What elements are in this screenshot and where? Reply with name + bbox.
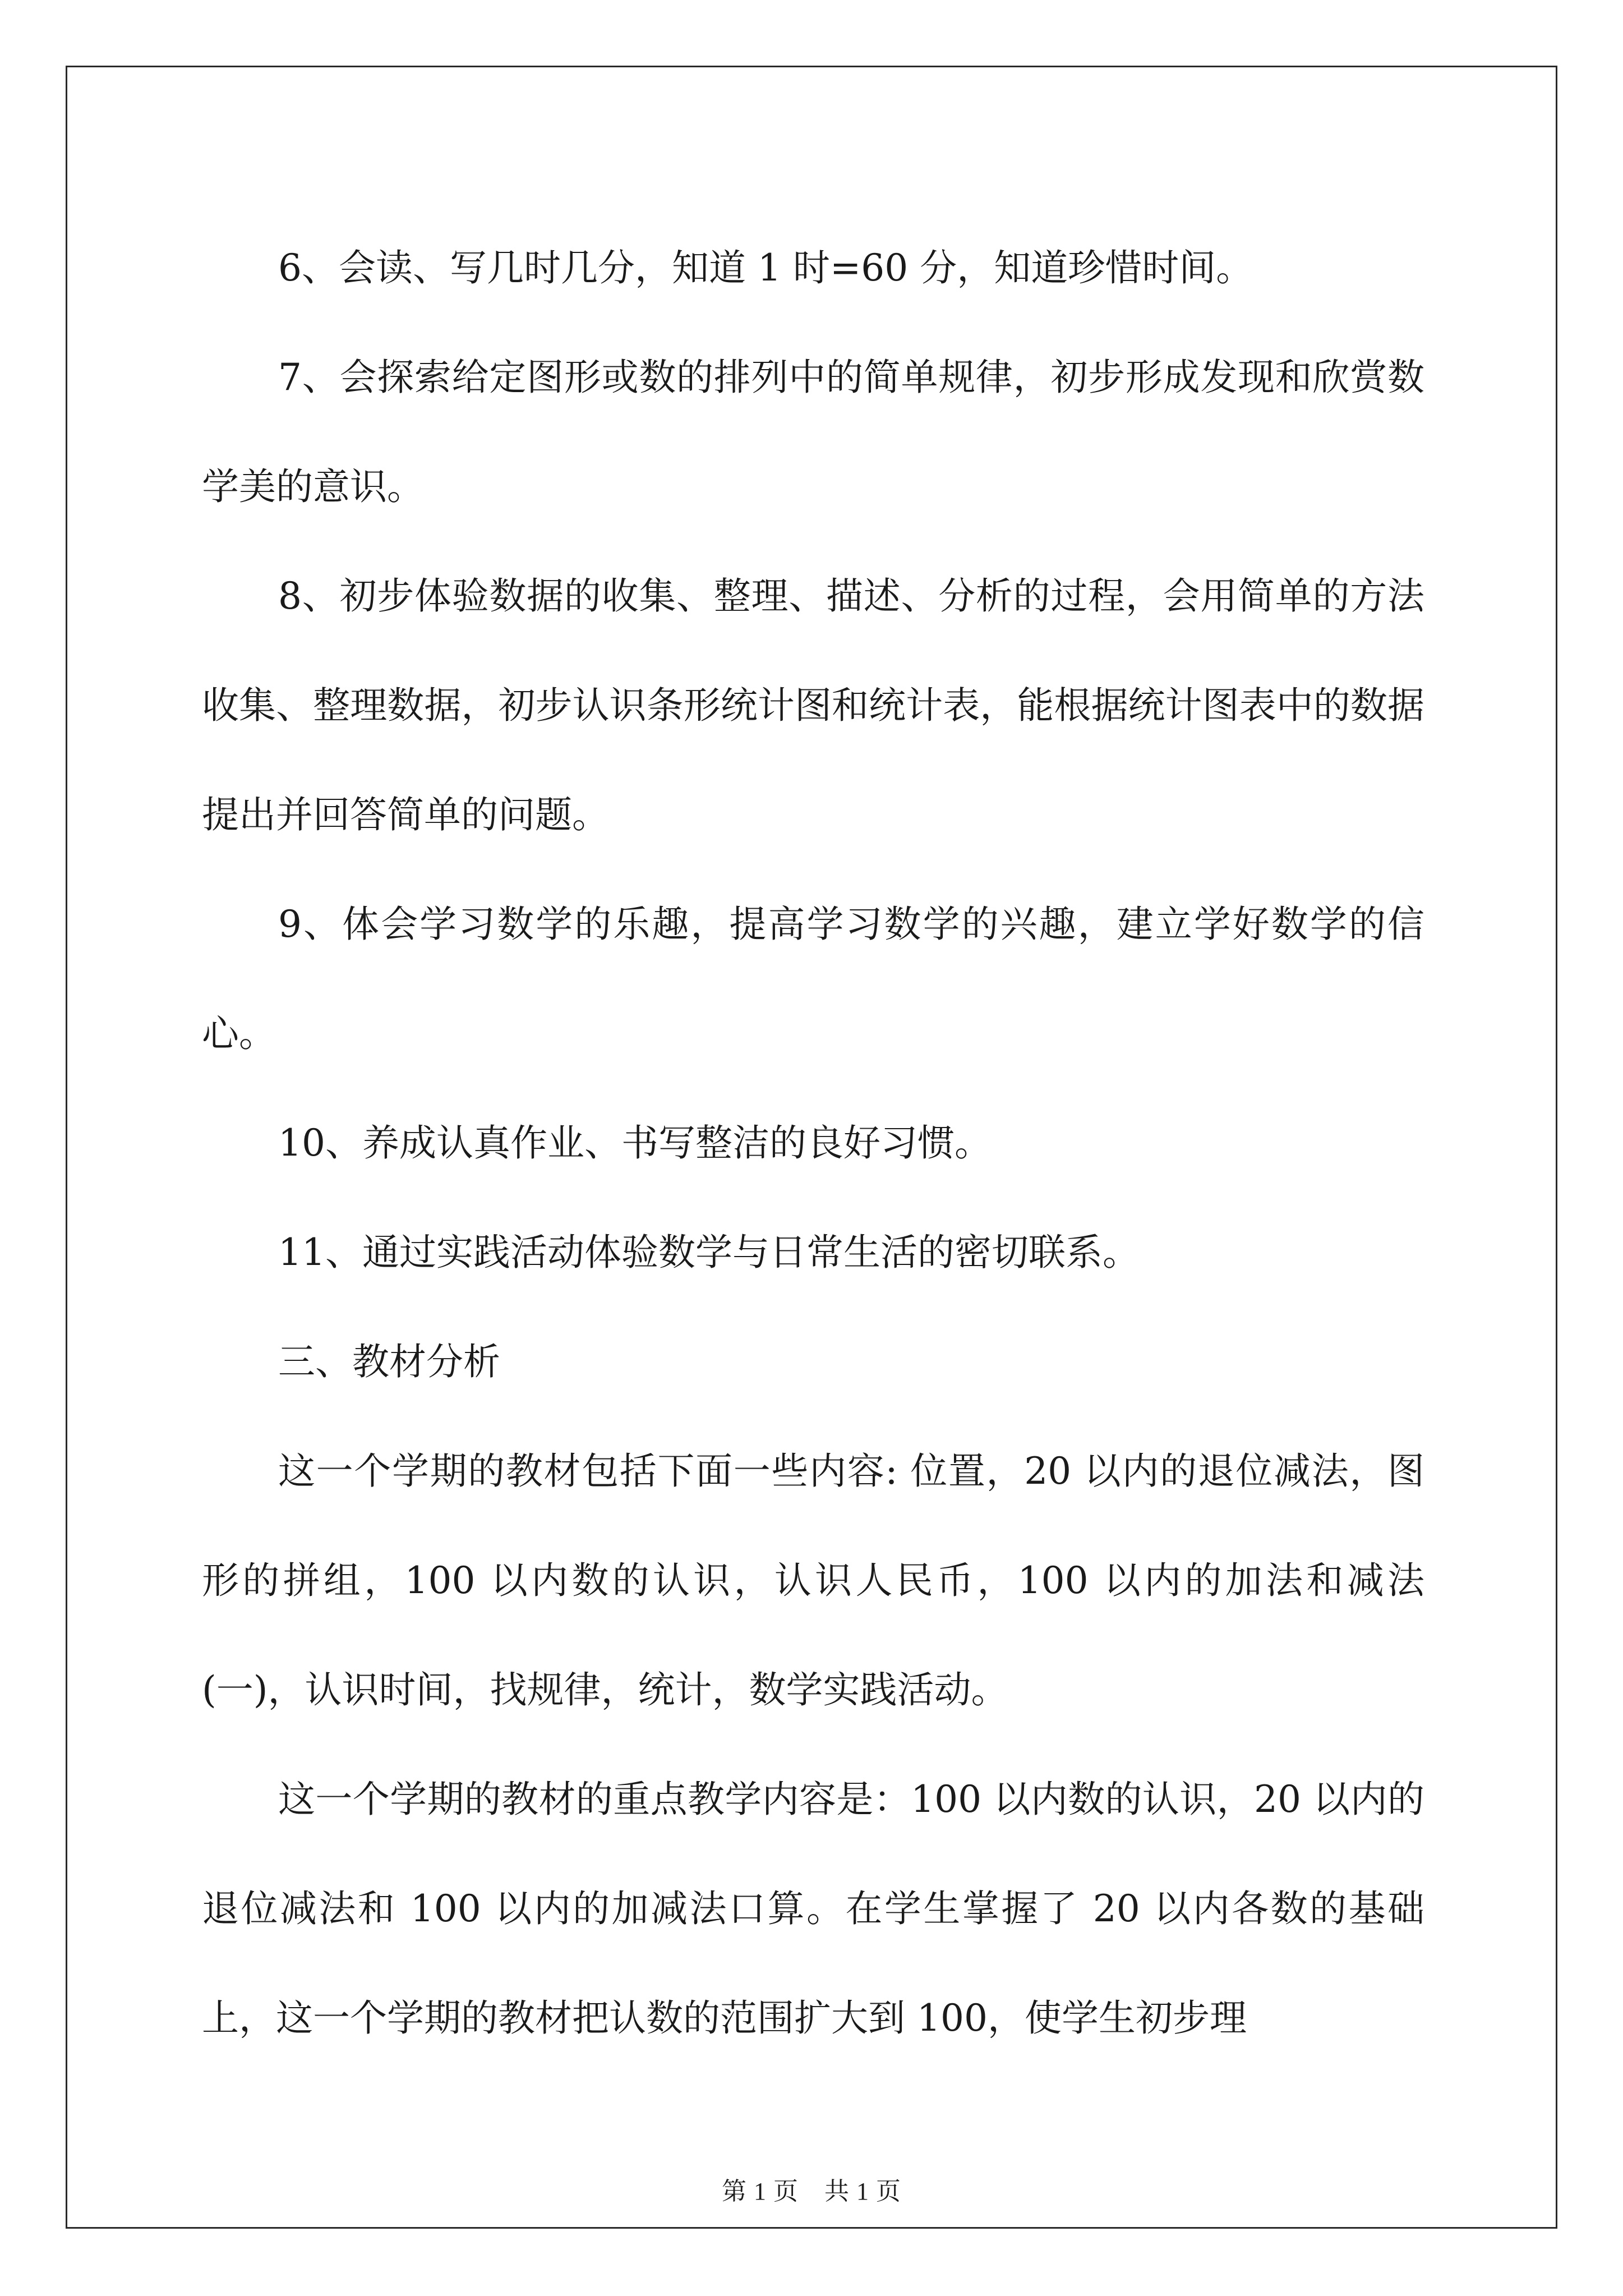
- page-footer: [0, 2171, 1623, 2207]
- paragraph-item-11: 11、通过实践活动体验数学与日常生活的密切联系。: [278, 1231, 1140, 1274]
- paragraph-key-content: 这一个学期的教材的重点教学内容是：100 以内数的认识，20 以内的退位减法和 100 以内的加减法口算。在学生掌握了 20 以内各数的基础上，这一个学期的教材把认数的范围扩大到 100，使学生初步理: [202, 1778, 1424, 2040]
- paragraph-item-7: 7、会探索给定图形或数的排列中的简单规律，初步形成发现和欣赏数学美的意识。: [202, 356, 1424, 508]
- paragraph-item-10: 10、养成认真作业、书写整洁的良好习惯。: [278, 1121, 992, 1165]
- page-number: 第 1 页: [722, 2178, 799, 2205]
- paragraph-item-8: 8、初步体验数据的收集、整理、描述、分析的过程，会用简单的方法收集、整理数据，初步认识条形统计图和统计表，能根据统计图表中的数据提出并回答简单的问题。: [202, 574, 1424, 836]
- page-total: 共 1 页: [824, 2178, 901, 2205]
- paragraph-item-6: 6、会读、写几时几分，知道 1 时=60 分，知道珍惜时间。: [278, 246, 1253, 289]
- paragraph-content-list: 这一个学期的教材包括下面一些内容: 位置，20 以内的退位减法，图形的拼组，100 以内数的认识，认识人民币，100 以内的加法和减法(一)，认识时间，找规律，统计，数学实践活动。: [202, 1450, 1424, 1711]
- section-heading: 三、教材分析: [278, 1340, 500, 1383]
- paragraph-item-9: 9、体会学习数学的乐趣，提高学习数学的兴趣，建立学好数学的信心。: [202, 903, 1424, 1055]
- document-body: [202, 213, 1424, 2073]
